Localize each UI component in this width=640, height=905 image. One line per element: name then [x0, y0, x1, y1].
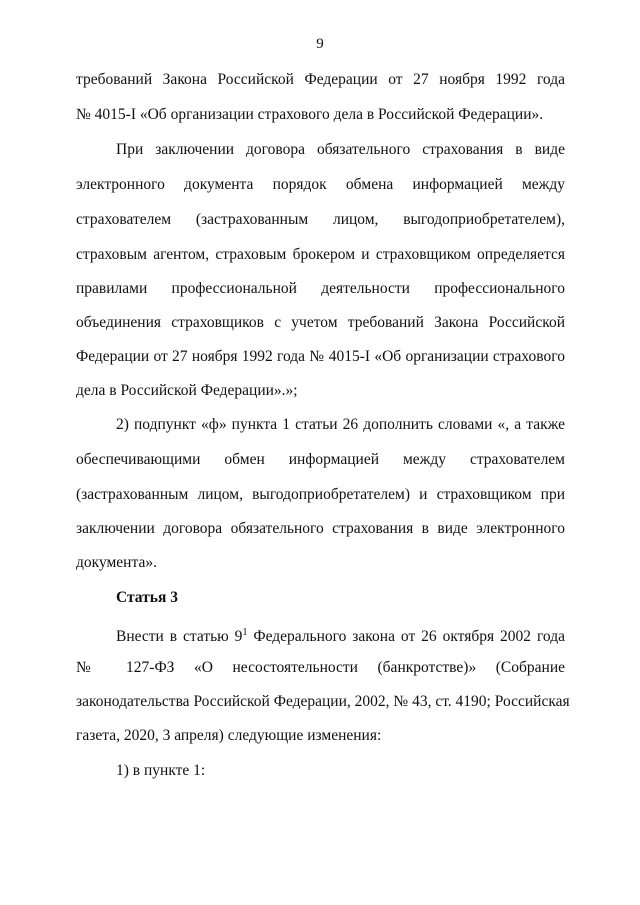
article-intro-text: Внести в статью 9: [116, 628, 243, 646]
text-line: газета, 2020, 3 апреля) следующие изменения:: [76, 727, 382, 744]
text-line: дела в Российской Федерации».»;: [76, 382, 298, 399]
article-heading: Статья 3: [116, 589, 178, 606]
text-line: № 127-ФЗ «О несостоятельности (банкротстве)» (Собрание: [76, 659, 565, 676]
text-line: (застрахованным лицом, выгодоприобретателем) и страховщиком при: [76, 486, 565, 503]
text-line: документа».: [76, 554, 157, 571]
text-line: электронного документа порядок обмена информацией между: [76, 176, 565, 193]
text-line: правилами профессиональной деятельности профессионального: [76, 280, 565, 297]
text-line: Федерации от 27 ноября 1992 года № 4015-I «Об организации страхового: [76, 348, 565, 365]
text-line: 2) подпункт «ф» пункта 1 статьи 26 дополнить словами «, а также: [116, 416, 565, 433]
text-line: объединения страховщиков с учетом требований Закона Российской: [76, 314, 565, 331]
text-line: требований Закона Российской Федерации от 27 ноября 1992 года: [76, 71, 565, 88]
superscript: 1: [242, 627, 248, 638]
text-line: страховым агентом, страховым брокером и страховщиком определяется: [76, 246, 565, 263]
text-line: [116, 623, 565, 647]
text-line: заключении договора обязательного страхования в виде электронного: [76, 520, 565, 537]
text-line: обеспечивающими обмен информацией между страхователем: [76, 451, 565, 468]
text-line: 1) в пункте 1:: [116, 762, 206, 779]
text-line: № 4015-I «Об организации страхового дела в Российской Федерации».: [76, 106, 544, 123]
text-line: При заключении договора обязательного страхования в виде: [116, 141, 565, 158]
text-line: законодательства Российской Федерации, 2002, № 43, ст. 4190; Российская: [76, 693, 570, 710]
text-line: страхователем (застрахованным лицом, выгодоприобретателем),: [76, 211, 565, 228]
article-intro-text: Федерального закона от 26 октября 2002 года: [247, 628, 565, 646]
page-number: 9: [316, 36, 324, 52]
